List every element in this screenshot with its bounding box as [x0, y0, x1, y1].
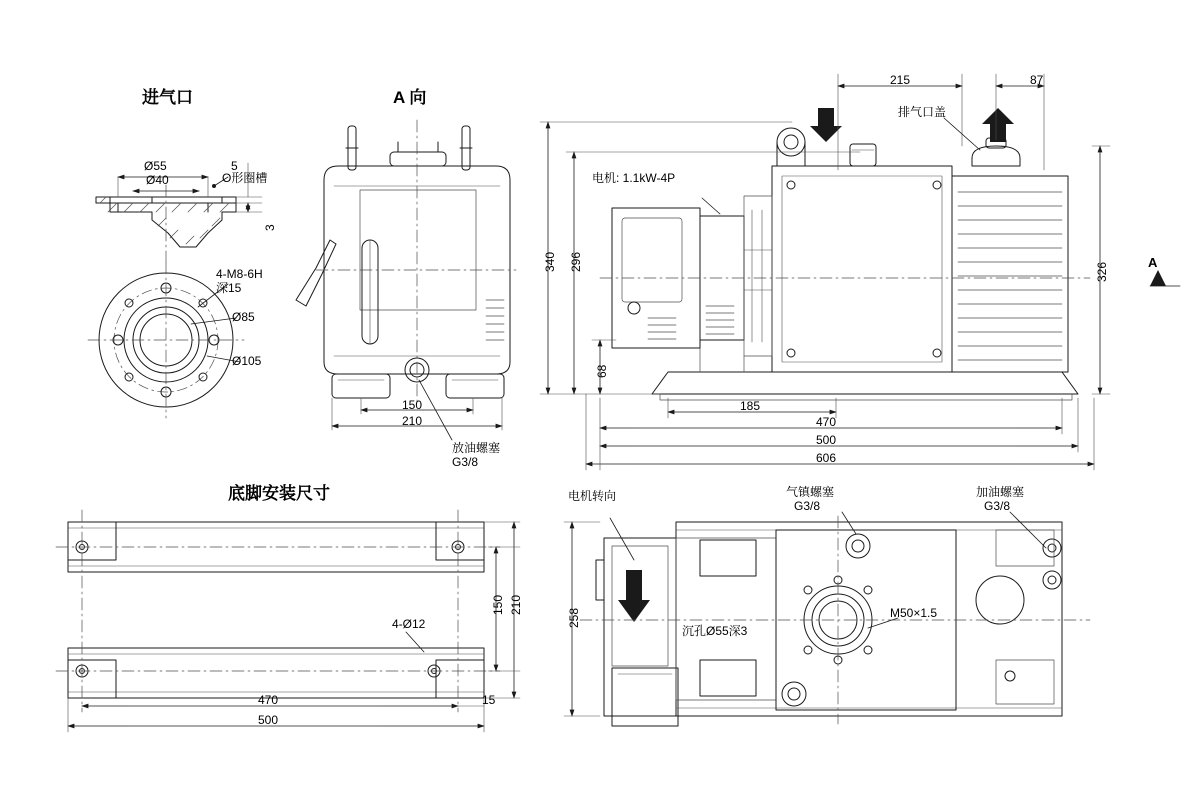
dim-label-top-87: 87	[1030, 73, 1044, 87]
dim-label-foot-500: 500	[258, 713, 279, 727]
dim-inlet-3	[236, 203, 262, 212]
dim-top-215-87	[838, 74, 1044, 170]
dim-label-606: 606	[816, 451, 837, 465]
label-oil-fill-plug: 加油螺塞	[976, 485, 1025, 499]
main-side-elevation	[600, 128, 1090, 400]
leader-motor-spec	[702, 198, 720, 214]
inlet-section-view	[96, 185, 236, 262]
label-counterbore: 沉孔Ø55深3	[682, 624, 748, 638]
dim-label-185: 185	[740, 399, 761, 413]
dim-label-inlet-3: 3	[263, 224, 277, 231]
label-gas-ballast-plug: 气镇螺塞	[786, 485, 835, 499]
label-bolt-depth: 深15	[216, 281, 242, 295]
dim-label-296: 296	[569, 251, 583, 272]
label-oil-drain-plug: 放油螺塞	[452, 441, 501, 455]
label-gas-ballast-thread: G3/8	[794, 499, 821, 513]
view-title-inlet: 进气口	[142, 88, 193, 107]
section-arrow-label-a: A	[1148, 255, 1158, 270]
label-exhaust-cover: 排气口盖	[898, 105, 947, 119]
label-motor-rotation: 电机转向	[568, 489, 617, 503]
dim-label-68: 68	[595, 364, 609, 378]
dim-label-inlet-d40: Ø40	[146, 173, 169, 187]
dim-label-pcd-85: Ø85	[232, 310, 255, 324]
dim-label-a-150: 150	[402, 398, 423, 412]
label-thread-m50: M50×1.5	[890, 606, 938, 620]
foot-mounting-view	[56, 510, 500, 712]
label-oring-groove: O形圈槽	[222, 171, 268, 185]
label-motor-spec: 电机: 1.1kW-4P	[592, 171, 676, 185]
dim-label-326: 326	[1095, 261, 1109, 282]
label-oil-fill-thread: G3/8	[984, 499, 1011, 513]
dim-label-foot-15: 15	[482, 693, 496, 707]
a-direction-view	[296, 120, 516, 404]
dim-label-inlet-5: 5	[231, 159, 238, 173]
dim-label-foot-210: 210	[509, 594, 523, 615]
view-title-a: A 向	[393, 88, 427, 107]
label-foot-hole: 4-Ø12	[392, 617, 426, 631]
dim-label-340: 340	[543, 251, 557, 272]
dim-label-470: 470	[816, 415, 837, 429]
label-oil-drain-thread: G3/8	[452, 455, 479, 469]
top-plan-view	[580, 512, 1090, 726]
dim-label-foot-150: 150	[491, 594, 505, 615]
label-bolt-spec: 4-M8-6H	[216, 267, 263, 281]
dim-label-a-210: 210	[402, 414, 423, 428]
dim-label-top-215: 215	[890, 73, 911, 87]
dim-label-foot-470: 470	[258, 693, 279, 707]
dim-label-500: 500	[816, 433, 837, 447]
view-title-foot: 底脚安装尺寸	[228, 484, 330, 503]
dim-label-258: 258	[567, 607, 581, 628]
dim-bottom-main	[586, 394, 1094, 470]
dim-label-pcd-105: Ø105	[232, 354, 262, 368]
dim-label-inlet-d55: Ø55	[144, 159, 167, 173]
